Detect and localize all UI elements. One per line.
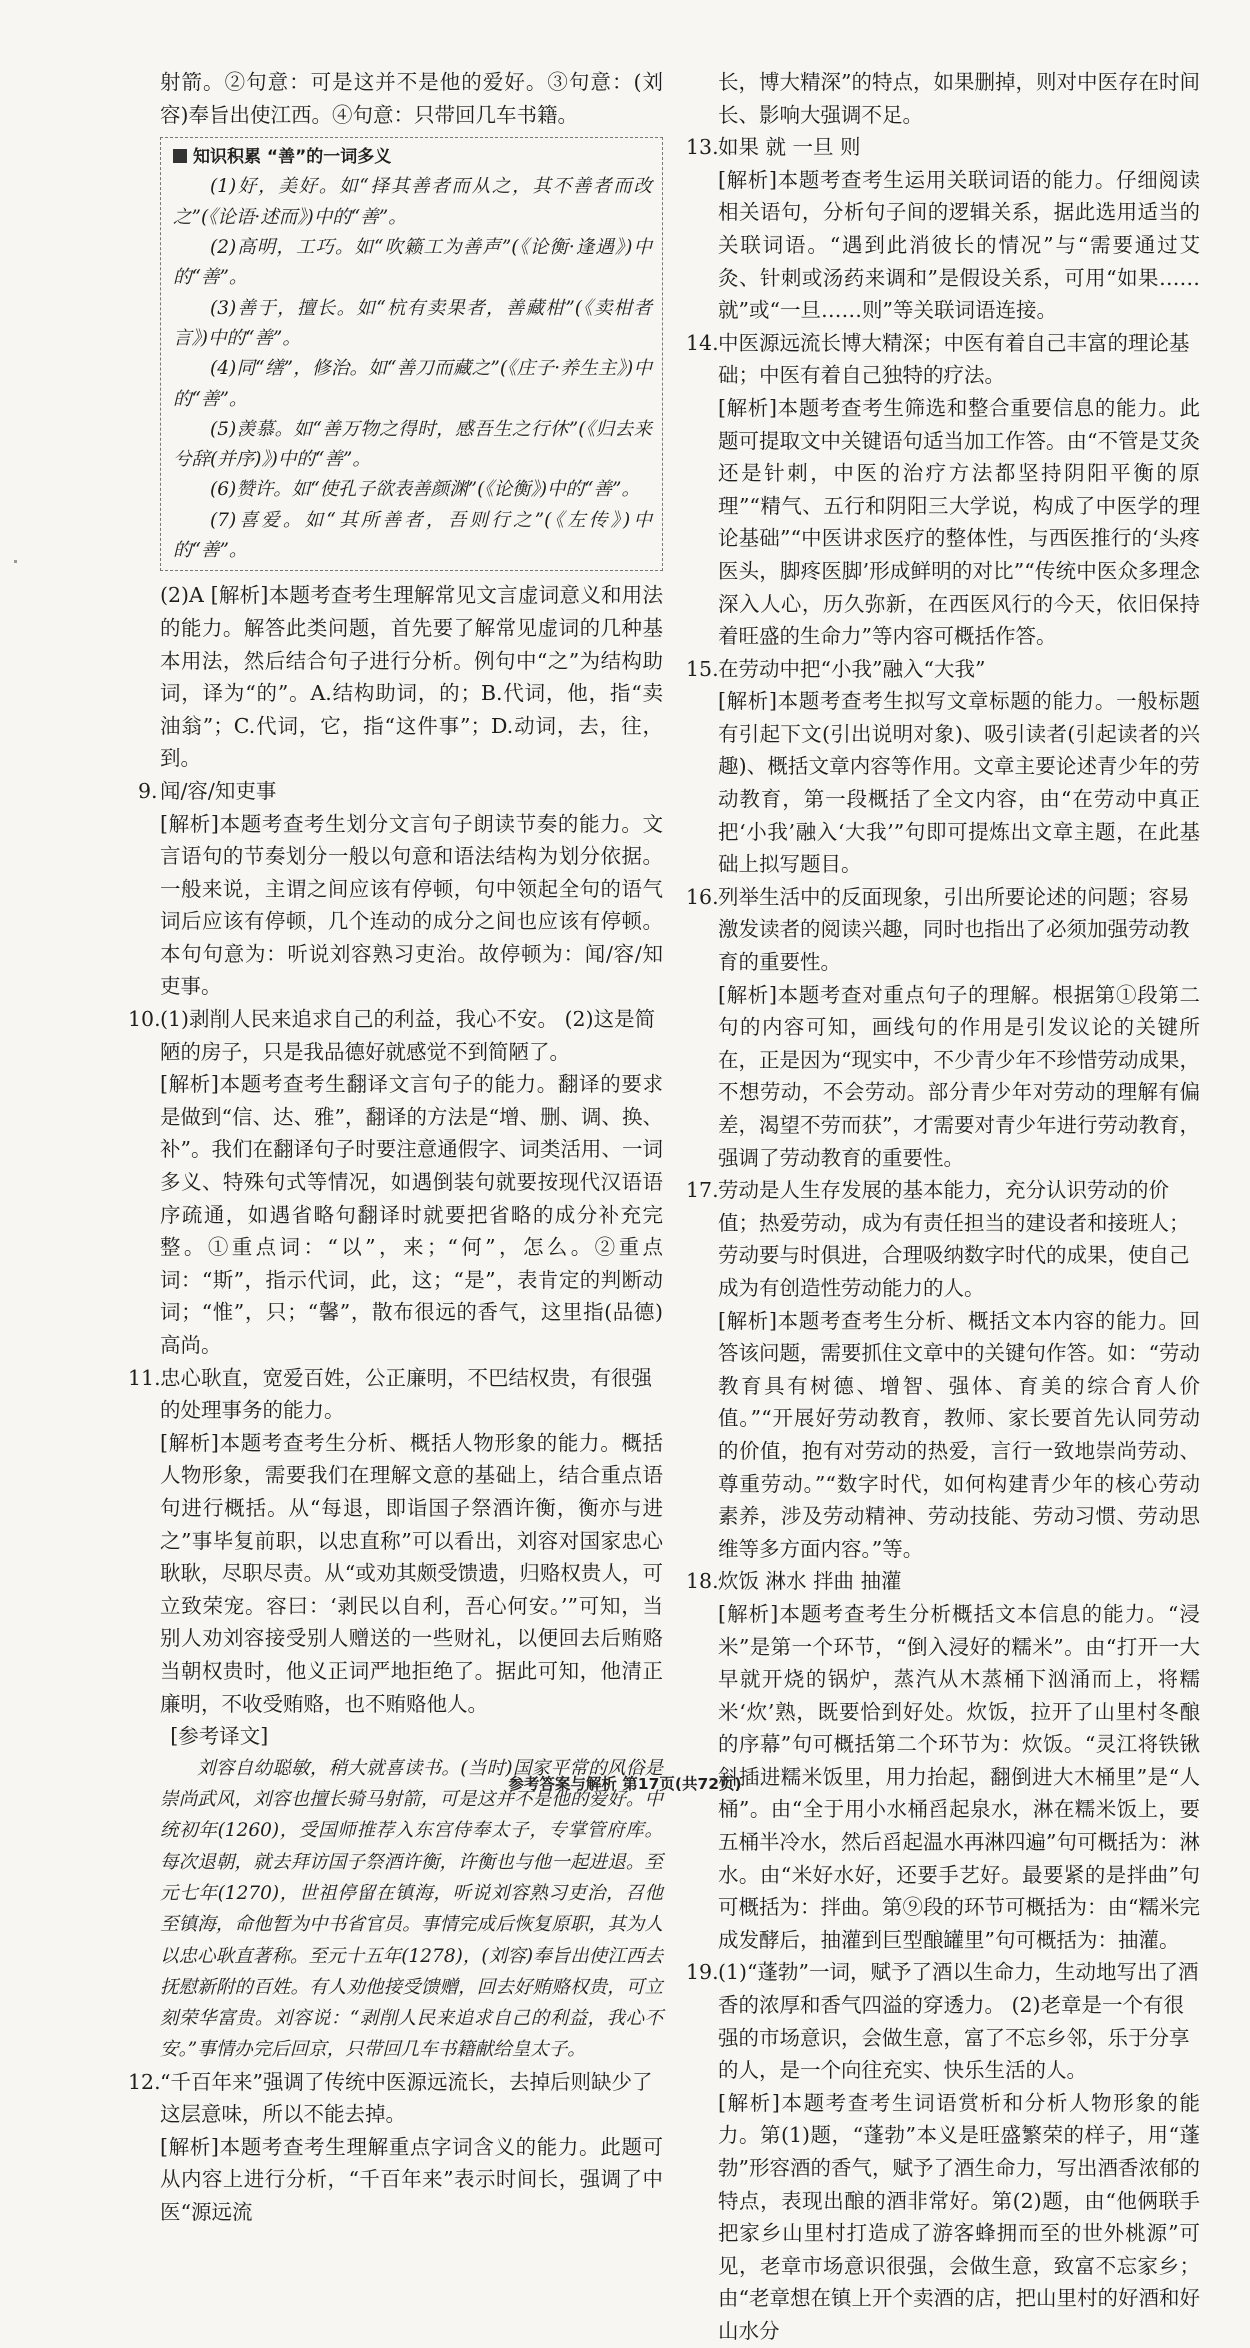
answer: 如果 就 一旦 则 bbox=[718, 135, 861, 160]
explanation: [解析]本题考查考生运用关联词语的能力。仔细阅读相关语句，分析句子间的逻辑关系，据此选用适当的关联词语。“遇到此消彼长的情况”与“需要通过艾灸、针刺或汤药来调和”是假设关系，可用“如果……就”或“一旦……则”等关联词语连接。 bbox=[718, 167, 1200, 323]
knowledge-item: (5)羡慕。如“善万物之得时，感吾生之行休”(《归去来兮辞(并序)》)中的“善”。 bbox=[173, 418, 652, 471]
explanation: [解析]本题考查考生筛选和整合重要信息的能力。此题可提取文中关键语句适当加工作答。由“不管是艾灸还是针刺，中医的治疗方法都坚持阴阳平衡的原理”“精气、五行和阴阳三大学说，构成了中医学的理论基础”“中医讲求医疗的整体性，与西医推行的‘头疼医头，脚疼医脚’形成鲜明的对比”“传统中医众多理念深入人心，历久弥新，在西医风行的今天，依旧保持着旺盛的生命力”等内容可概括作答。 bbox=[718, 395, 1200, 649]
q8-2-answer: (2)A [解析]本题考查考生理解常见文言虚词意义和用法的能力。解答此类问题，首先要了解常见虚词的几种基本用法，然后结合句子进行分析。例句中“之”为结构助词，译为“的”。A.结构助词，的；B.代词，他，指“卖油翁”；C.代词，它，指“这件事”；D.动词，去，往，到。 bbox=[160, 583, 663, 771]
question-number: 17. bbox=[686, 1178, 719, 1203]
explanation: [解析]本题考查考生拟写文章标题的能力。一般标题有引起下文(引出说明对象)、吸引读者(引起读者的兴趣)、概括文章内容等作用。文章主要论述青少年的劳动教育，第一段概括了全文内容，由“在劳动中真正把‘小我’融入‘大我’”句即可提炼出文章主题，在此基础上拟写题目。 bbox=[718, 689, 1200, 877]
translation-text: 刘容自幼聪敏，稍大就喜读书。(当时)国家平常的风俗是崇尚武风，刘容也擅长骑马射箭，可是这并不是他的爱好。中统初年(1260)，受国师推荐入东宫侍奉太子，专掌管府库。每次退朝，就去拜访国子祭酒许衡，许衡也与他一起进退。至元七年(1270)，世祖停留在镇海，听说刘容熟习吏治，召他至镇海，命他暂为中书省官员。事情完成后恢复原职，其为人以忠心耿直著称。至元十五年(1278)，(刘容)奉旨出使江西去抚慰新附的百姓。有人劝他接受馈赠，回去好贿赂权贵，可立刻荣华富贵。刘容说：“剥削人民来追求自己的利益，我心不安。”事情办完后回京，只带回几车书籍献给皇太子。 bbox=[160, 1757, 663, 2061]
explanation: [解析]本题考查对重点句子的理解。根据第①段第二句的内容可知，画线句的作用是引发议论的关键所在，正是因为“现实中，不少青少年不珍惜劳动成果，不想劳动，不会劳动。部分青少年对劳动的理解有偏差，渴望不劳而获”，才需要对青少年进行劳动教育，强调了劳动教育的重要性。 bbox=[718, 982, 1200, 1170]
q8-1-continued: 射箭。②句意：可是这并不是他的爱好。③句意：(刘容)奉旨出使江西。④句意：只带回几车书籍。 bbox=[160, 70, 663, 127]
question-number: 14. bbox=[686, 330, 719, 355]
explanation: [解析]本题考查考生划分文言句子朗读节奏的能力。文言语句的节奏划分一般以句意和语法结构为划分依据。一般来说，主谓之间应该有停顿，句中领起全句的语气词后应该有停顿，几个连动的成分之间也应该有停顿。本句句意为：听说刘容熟习吏治。故停顿为：闻/容/知吏事。 bbox=[160, 811, 663, 999]
knowledge-box-title: 知识积累 “善”的一词多义 bbox=[173, 142, 652, 172]
question-17 bbox=[686, 1174, 1200, 1565]
knowledge-item: (2)高明，工巧。如“吹籁工为善声”(《论衡·逢遇》)中的“善”。 bbox=[173, 237, 652, 289]
question-19 bbox=[686, 1956, 1200, 2347]
page-footer: 参考答案与解析 第17页(共72页) bbox=[508, 1775, 742, 1793]
question-11 bbox=[128, 1362, 663, 1721]
question-13 bbox=[686, 131, 1200, 327]
question-number: 13. bbox=[686, 135, 719, 160]
explanation: [解析]本题考查考生理解重点字词含义的能力。此题可从内容上进行分析，“千百年来”表示时间长，强调了中医“源远流 bbox=[160, 2134, 663, 2225]
answer: 中医源远流长博大精深；中医有着自己丰富的理论基础；中医有着自己独特的疗法。 bbox=[718, 330, 1190, 388]
explanation: [解析]本题考查考生翻译文言句子的能力。翻译的要求是做到“信、达、雅”，翻译的方法是“增、删、调、换、补”。我们在翻译句子时要注意通假字、词类活用、一词多义、特殊句式等情况，如遇倒装句就要按现代汉语语序疏通，如遇省略句翻译时就要把省略的成分补充完整。①重点词：“以”，来；“何”，怎么。②重点词：“斯”，指示代词，此，这；“是”，表肯定的判断动词；“惟”，只；“馨”，散布很远的香气，这里指(品德)高尚。 bbox=[160, 1072, 663, 1357]
reference-translation bbox=[160, 1753, 663, 2066]
question-number: 10. bbox=[128, 1007, 161, 1032]
question-14 bbox=[686, 327, 1200, 653]
question-number: 18. bbox=[686, 1569, 719, 1594]
knowledge-box bbox=[160, 137, 663, 571]
knowledge-item: (6)赞许。如“使孔子欲表善颜渊”(《论衡》)中的“善”。 bbox=[210, 479, 640, 501]
faint-top-mark bbox=[480, 10, 720, 32]
question-18 bbox=[686, 1565, 1200, 1956]
explanation: [解析]本题考查考生分析、概括人物形象的能力。概括人物形象，需要我们在理解文意的基础上，结合重点语句进行概括。从“每退，即诣国子祭酒许衡，衡亦与进之”事毕复前职，以忠直称”可以看出，刘容对国家忠心耿耿，尽职尽责。从“或劝其颇受馈遗，归赂权贵人，可立致荣宠。容曰：‘剥民以自利，吾心何安。’”可知，当别人劝刘容接受别人赠送的一些财礼，以便回去后贿赂当朝权贵时，他义正词严地拒绝了。据此可知，他清正廉明，不收受贿赂，也不贿赂他人。 bbox=[160, 1430, 663, 1716]
answer: 列举生活中的反面现象，引出所要论述的问题；容易激发读者的阅读兴趣，同时也指出了必须加强劳动教育的重要性。 bbox=[718, 884, 1190, 975]
answer: “千百年来”强调了传统中医源远流长，去掉后则缺少了这层意味，所以不能去掉。 bbox=[160, 2069, 653, 2127]
left-column bbox=[128, 66, 663, 2229]
right-column bbox=[686, 66, 1200, 2348]
answer: (1)剥削人民来追求自己的利益，我心不安。 (2)这是简陋的房子，只是我品德好就感觉不到简陋了。 bbox=[160, 1007, 656, 1064]
translation-label: [参考译文] bbox=[170, 1724, 269, 1749]
explanation: [解析]本题考查考生词语赏析和分析人物形象的能力。第(1)题，“蓬勃”本义是旺盛繁荣的样子，用“蓬勃”形容酒的香气，赋予了酒生命力，写出酒香浓郁的特点，表现出酿的酒非常好。第(2)题，由“他俩联手把家乡山里村打造成了游客蜂拥而至的世外桃源”可见，老章市场意识很强，会做生意，致富不忘家乡；由“老章想在镇上开个卖酒的店，把山里村的好酒和好山水分 bbox=[718, 2090, 1200, 2343]
square-bullet-icon bbox=[173, 149, 187, 163]
knowledge-item: (7)喜爱。如“其所善者，吾则行之”(《左传》)中的“善”。 bbox=[173, 509, 652, 562]
answer: 劳动是人生存发展的基本能力，充分认识劳动的价值；热爱劳动，成为有责任担当的建设者和接班人；劳动要与时俱进，合理吸纳数字时代的成果，使自己成为有创造性劳动能力的人。 bbox=[718, 1178, 1190, 1300]
knowledge-item: (1)好，美好。如“择其善者而从之，其不善者而改之”(《论语·述而》)中的“善”。 bbox=[173, 176, 652, 228]
question-15 bbox=[686, 653, 1200, 881]
question-number: 11. bbox=[128, 1365, 161, 1390]
question-number: 9. bbox=[138, 778, 158, 803]
q12-explanation-continued: 长，博大精深”的特点，如果删掉，则对中医存在时间长、影响大强调不足。 bbox=[718, 70, 1200, 127]
question-number: 15. bbox=[686, 656, 719, 681]
answer: 炊饭 淋水 拌曲 抽灌 bbox=[718, 1569, 902, 1594]
binding-dot bbox=[14, 560, 17, 563]
explanation: [解析]本题考查考生分析、概括文本内容的能力。回答该问题，需要抓住文章中的关键句作答。如：“劳动教育具有树德、增智、强体、育美的综合育人价值。”“开展好劳动教育，教师、家长要首先认同劳动的价值，抱有对劳动的热爱，言行一致地崇尚劳动、尊重劳动。”“数字时代，如何构建青少年的核心劳动素养，涉及劳动精神、劳动技能、劳动习惯、劳动思维等多方面内容。”等。 bbox=[718, 1308, 1200, 1561]
answer: 闻/容/知吏事 bbox=[160, 778, 277, 803]
explanation: [解析]本题考查考生分析概括文本信息的能力。“浸米”是第一个环节，“倒入浸好的糯米”。由“打开一大早就开烧的锅炉，蒸汽从木蒸桶下汹涌而上，将糯米‘炊’熟，既要恰到好处。炊饭，拉开了山里村冬酿的序幕”句可概括第二个环节为：炊饭。“灵江将铁锹斜插进糯米饭里，用力抬起，翻倒进大木桶里”是“人桶”。由“全于用小水桶舀起泉水，淋在糯米饭上，要五桶半冷水，然后舀起温水再淋四遍”句可概括为：淋水。由“米好水好，还要手艺好。最要紧的是拌曲”句可概括为：拌曲。第⑨段的环节可概括为：由“糯米完成发酵后，抽灌到巨型酿罐里”句可概括为：抽灌。 bbox=[718, 1601, 1200, 1952]
question-12 bbox=[128, 2066, 663, 2229]
question-number: 19. bbox=[686, 1960, 719, 1985]
question-9 bbox=[138, 775, 663, 1003]
answer: 忠心耿直，宽爱百姓，公正廉明，不巴结权贵，有很强的处理事务的能力。 bbox=[160, 1365, 652, 1423]
question-10 bbox=[128, 1003, 663, 1362]
knowledge-item: (4)同“缮”，修治。如“善刀而藏之”(《庄子·养生主》)中的“善”。 bbox=[173, 358, 652, 410]
question-16 bbox=[686, 881, 1200, 1174]
question-number: 12. bbox=[128, 2069, 161, 2094]
question-number: 16. bbox=[686, 884, 719, 909]
knowledge-item: (3)善于，擅长。如“杭有卖果者，善藏柑”(《卖柑者言》)中的“善”。 bbox=[173, 297, 652, 349]
answer: (1)“蓬勃”一词，赋予了酒以生命力，生动地写出了酒香的浓厚和香气四溢的穿透力。 (2)老章是一个有很强的市场意识，会做生意，富了不忘乡邻，乐于分享的人，是一个向往充实、快乐生活的人。 bbox=[718, 1960, 1199, 2083]
answer: 在劳动中把“小我”融入“大我” bbox=[718, 656, 986, 681]
